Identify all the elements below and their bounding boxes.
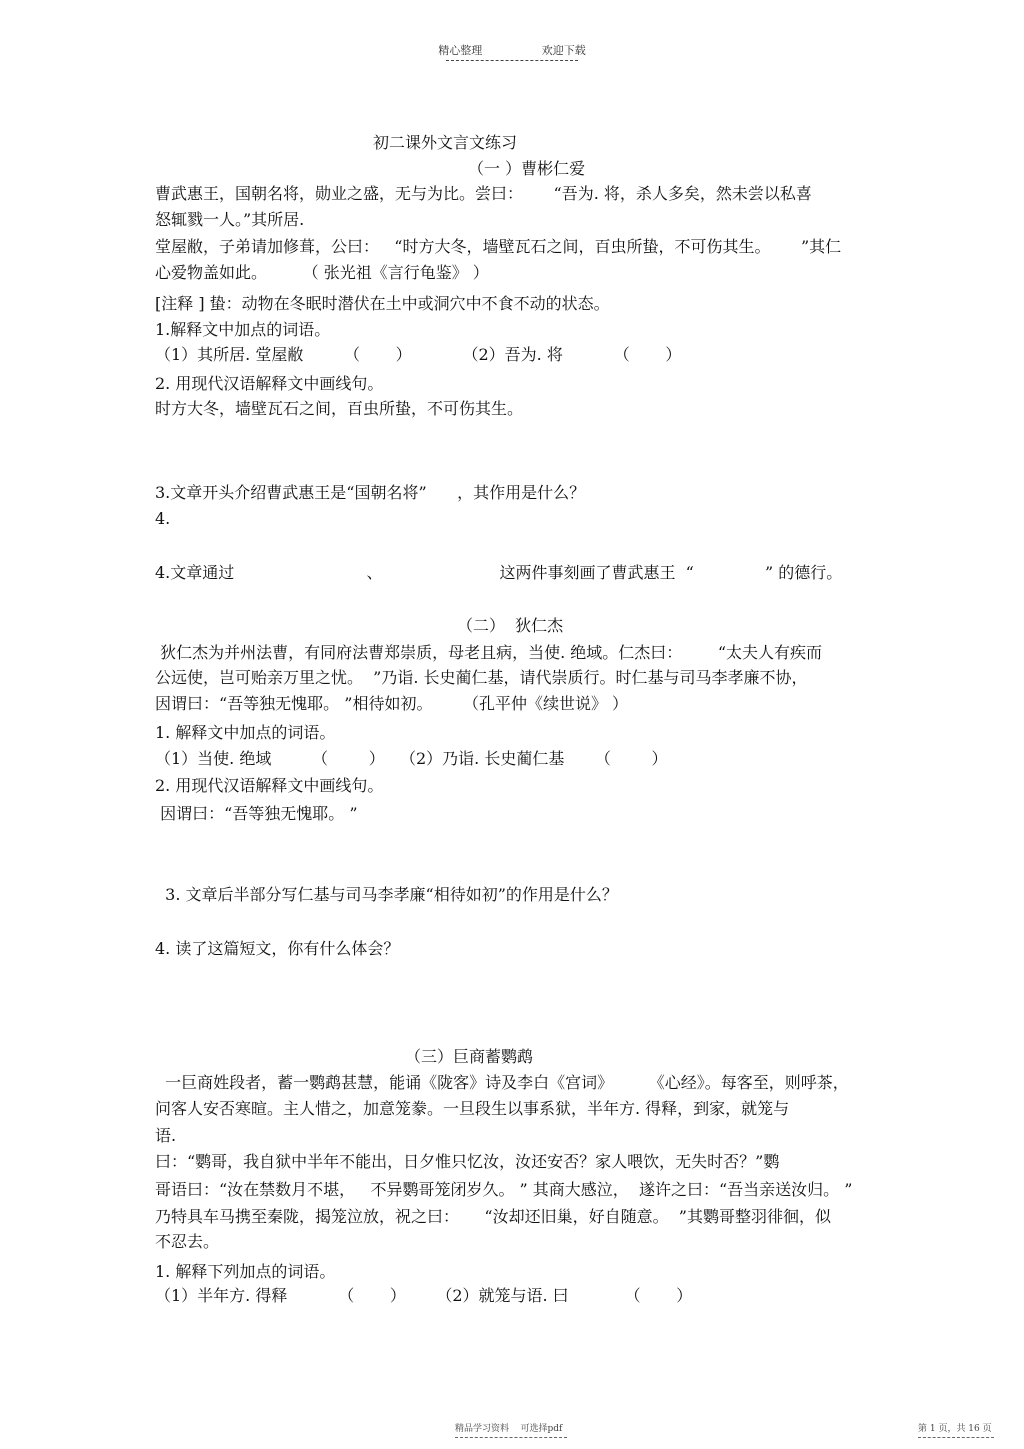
section2-question-3: 3. 文章后半部分写仁基与司马李孝廉“相待如初”的作用是什么？ [155, 885, 618, 904]
section3-paragraph-line: 一巨商姓段者，蓄一鹦鹉甚慧，能诵《陇客》诗及李白《宫词》 《心经》。每客至，则呼茶， [155, 1073, 849, 1092]
header-right-text: 欢迎下载 [541, 44, 586, 57]
section1-question-2: 2. 用现代汉语解释文中画线句。 [155, 374, 384, 393]
section1-heading: （一 ）曹彬仁爱 [468, 159, 586, 178]
section3-paragraph-line: 乃特具车马携至秦陇，揭笼泣放，祝之曰： “汝却还旧巢，好自随意。 ”其鹦哥整羽徘徊，似 [155, 1207, 831, 1226]
section3-paragraph-line: 哥语曰：“汝在禁数月不堪， 不异鹦哥笼闭岁久。 ” 其商大感泣， 遂许之曰：“吾当亲送汝归。 ” [155, 1180, 853, 1199]
footer-left-text: 精品学习资料 可选择pdf [455, 1424, 563, 1434]
footer-rule [455, 1437, 567, 1438]
section2-heading: （二） 狄仁杰 [457, 616, 564, 635]
section3-question-1-items: （1）半年方. 得释 （ ） （2）就笼与语. 曰 （ ） [155, 1286, 693, 1305]
section2-question-2-sentence: 因谓曰：“吾等独无愧耶。 ” [155, 804, 358, 823]
section1-question-1: 1.解释文中加点的词语。 [155, 320, 331, 339]
section1-note: [注释 ] 蛰：动物在冬眠时潜伏在土中或洞穴中不食不动的状态。 [155, 294, 610, 313]
section3-heading: （三）巨商蓄鹦鹉 [405, 1047, 534, 1066]
section3-paragraph-line: 曰：“鹦哥，我自狱中半年不能出，日夕惟只忆汝，汝还安否？家人喂饮，无失时否？”鹦 [155, 1152, 780, 1171]
section3-paragraph-line: 不忍去。 [155, 1232, 220, 1251]
header-rule [446, 60, 578, 61]
page-header [0, 42, 1024, 58]
section1-question-1-items: （1）其所居. 堂屋敝 （ ） （2）吾为. 将 （ ） [155, 345, 682, 364]
section2-question-4: 4. 读了这篇短文，你有什么体会？ [155, 939, 400, 958]
section1-question-4: 4.文章通过 、 这两件事刻画了曹武惠王 “ ” 的德行。 [155, 563, 843, 582]
footer-page-number: 第 1 页，共 16 页 [918, 1424, 992, 1434]
section1-question-label: 4. [155, 509, 171, 528]
section1-question-2-sentence: 时方大冬，墙壁瓦石之间，百虫所蛰，不可伤其生。 [155, 399, 524, 418]
section1-question-3: 3.文章开头介绍曹武惠王是“国朝名将” ，其作用是什么？ [155, 483, 586, 502]
section2-question-1-items: （1）当使. 绝域 （ ） （2）乃诣. 长史蔺仁基 （ ） [155, 749, 668, 768]
section2-question-1: 1. 解释文中加点的词语。 [155, 723, 336, 742]
section3-question-1: 1. 解释下列加点的词语。 [155, 1262, 336, 1281]
section3-paragraph-line: 语. [155, 1126, 177, 1145]
section1-paragraph-line: 曹武惠王，国朝名将，勋业之盛，无与为比。尝曰： “吾为. 将，杀人多矣，然未尝以私喜 [155, 184, 812, 203]
section2-paragraph-line: 因谓曰：“吾等独无愧耶。 ”相待如初。 （孔平仲《续世说》 ） [155, 694, 629, 713]
section1-paragraph-line: 心爱物盖如此。 （ 张光祖《言行龟鉴》 ） [155, 263, 489, 282]
section1-paragraph-line: 堂屋敝，子弟请加修葺，公曰： “时方大冬，墙壁瓦石之间，百虫所蛰，不可伤其生。 ”其仁 [155, 237, 842, 256]
section1-paragraph-line: 怒辄戮一人。”其所居. [155, 210, 305, 229]
section3-paragraph-line: 问客人安否寒暄。主人惜之，加意笼豢。一旦段生以事系狱，半年方. 得释，到家，就笼与 [155, 1099, 790, 1118]
section2-paragraph-line: 狄仁杰为并州法曹，有同府法曹郑崇质，母老且病，当使. 绝域。仁杰曰： “太夫人有疾而 [155, 643, 823, 662]
page-title: 初二课外文言文练习 [373, 133, 518, 152]
section2-question-2: 2. 用现代汉语解释文中画线句。 [155, 776, 384, 795]
header-left-text: 精心整理 [438, 44, 483, 57]
section2-paragraph-line: 公远使，岂可贻亲万里之忧。 ”乃诣. 长史蔺仁基，请代崇质行。时仁基与司马李孝廉不协， [155, 668, 808, 687]
footer-rule [918, 1437, 994, 1438]
